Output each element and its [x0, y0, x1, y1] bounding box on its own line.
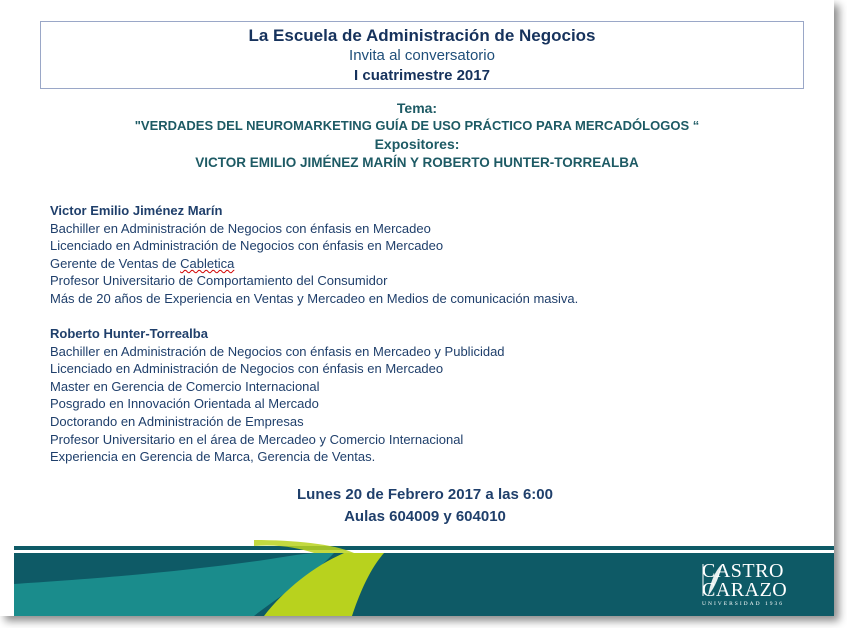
- event-datetime: Lunes 20 de Febrero 2017 a las 6:00: [297, 486, 553, 503]
- speaker2-line: Profesor Universitario en el área de Mercadeo y Comercio Internacional: [50, 431, 464, 447]
- speaker1-line: Licenciado en Administración de Negocios con énfasis en Mercadeo: [50, 238, 444, 254]
- speaker1-line: Más de 20 años de Experiencia en Ventas y Mercadeo en Medios de comunicación masiva.: [50, 290, 579, 306]
- company-name: Cabletica: [180, 255, 235, 271]
- topic-label: Tema:: [396, 100, 438, 116]
- event-rooms: Aulas 604009 y 604010: [344, 508, 506, 525]
- speaker1-bio: [50, 202, 578, 308]
- speaker2-name: Roberto Hunter-Torrealba: [50, 326, 208, 341]
- speaker2-line: Experiencia en Gerencia de Marca, Gerencia de Ventas.: [50, 449, 376, 465]
- topic-block: [0, 99, 834, 173]
- speaker1-line: Profesor Universitario de Comportamiento del Consumidor: [50, 273, 388, 289]
- speaker1-line: Bachiller en Administración de Negocios con énfasis en Mercadeo: [50, 220, 431, 236]
- speaker2-line: Master en Gerencia de Comercio Internacional: [50, 378, 320, 394]
- logo-subtitle: UNIVERSIDAD 1936: [702, 601, 784, 607]
- header-box: [40, 21, 804, 89]
- school-title: La Escuela de Administración de Negocios: [248, 26, 596, 45]
- speaker2-line: Bachiller en Administración de Negocios con énfasis en Mercadeo y Publicidad: [50, 343, 505, 359]
- footer-gap-stripe: [14, 550, 834, 553]
- speaker2-line: Posgrado en Innovación Orientada al Mercado: [50, 396, 319, 412]
- speaker2-line: Doctorando en Administración de Empresas: [50, 413, 304, 429]
- logo-line1: CASTRO: [702, 560, 784, 582]
- speakers-names: VICTOR EMILIO JIMÉNEZ MARÍN Y ROBERTO HUNTER-TORREALBA: [195, 155, 639, 170]
- speaker2-bio: [50, 325, 505, 466]
- footer-banner: [14, 540, 834, 616]
- university-logo: [702, 562, 822, 616]
- invite-text: Invita al conversatorio: [349, 47, 495, 64]
- event-details: [0, 484, 834, 528]
- feather-icon: [702, 562, 724, 598]
- logo-line2: CARAZO: [702, 579, 788, 601]
- speaker1-name: Victor Emilio Jiménez Marín: [50, 203, 223, 218]
- period-text: I cuatrimestre 2017: [354, 67, 490, 84]
- speakers-label: Expositores:: [374, 136, 460, 152]
- speaker2-line: Licenciado en Administración de Negocios con énfasis en Mercadeo: [50, 361, 444, 377]
- speaker1-line-text: Gerente de Ventas de: [50, 255, 181, 271]
- topic-title: "VERDADES DEL NEUROMARKETING GUÍA DE USO PRÁCTICO PARA MERCADÓLOGOS “: [134, 118, 700, 133]
- footer-top-stripe: [14, 546, 834, 550]
- speaker1-line: [50, 255, 578, 273]
